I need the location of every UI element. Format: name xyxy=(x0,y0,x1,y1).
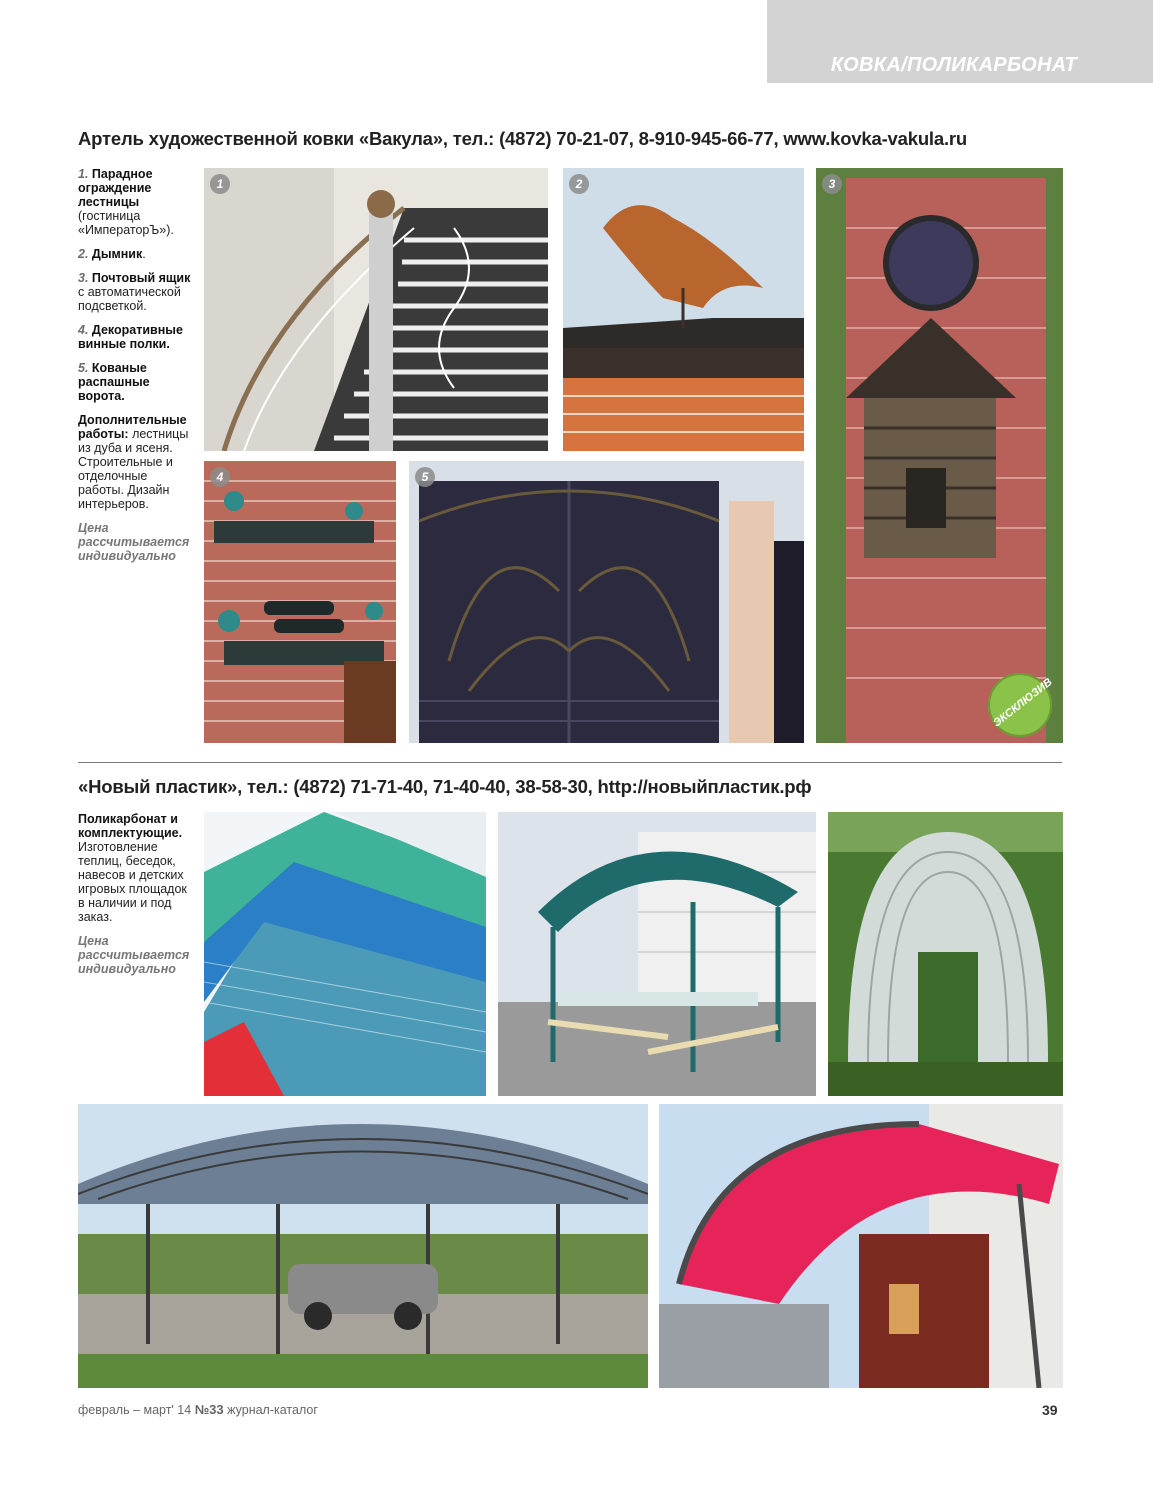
photo-greenhouse xyxy=(828,812,1063,1096)
vakula-item-5: 5. Кованые распашные ворота. xyxy=(78,361,150,403)
issue-date: февраль – март' 14 xyxy=(78,1403,192,1417)
page-number: 39 xyxy=(1042,1402,1058,1418)
exclusive-badge: ЭКСКЛЮЗИВ xyxy=(975,660,1063,743)
photo-chimney-cap xyxy=(563,168,804,451)
photo-number-badge-1: 1 xyxy=(210,174,230,194)
issue-number: №33 xyxy=(194,1402,224,1417)
vakula-heading: Артель художественной ковки «Вакула», тел.: (4872) 70-21-07, 8-910-945-66-77, www.kovka-vakula.ru xyxy=(78,128,967,149)
vakula-item-2: 2. Дымник. xyxy=(78,247,146,261)
photo-mailbox xyxy=(816,168,1063,743)
plastic-description: Поликарбонат и комплектующие. Изготовление теплиц, беседок, навесов и детских игровых площадок в наличии и под заказ. xyxy=(78,812,187,924)
photo-wine-shelves xyxy=(204,461,396,743)
section-title: КОВКА/ПОЛИКАРБОНАТ xyxy=(830,54,1077,76)
photo-gazebo xyxy=(498,812,816,1096)
photo-carport xyxy=(78,1104,648,1388)
vakula-item-4: 4. Декоративные винные полки. xyxy=(78,323,183,351)
plastic-price: Цена рассчитывается индивидуально xyxy=(78,934,190,976)
plastic-sidebar xyxy=(78,812,192,986)
vakula-item-1: 1. Парадное ограждение лестницы (гостиница «ИмператорЪ»). xyxy=(78,167,174,237)
photo-number-badge-5: 5 xyxy=(415,467,435,487)
photo-number-badge-4: 4 xyxy=(210,467,230,487)
vakula-item-3: 3. Почтовый ящик с автоматической подсветкой. xyxy=(78,271,191,313)
photo-staircase-railing xyxy=(204,168,548,451)
section-tab xyxy=(767,0,1153,83)
magazine-type: журнал-каталог xyxy=(227,1403,318,1417)
photo-porch-canopy xyxy=(659,1104,1063,1388)
footer-issue-info xyxy=(78,1402,318,1417)
photo-number-badge-3: 3 xyxy=(822,174,842,194)
photo-polycarbonate-sheets xyxy=(204,812,486,1096)
photo-number-badge-2: 2 xyxy=(569,174,589,194)
plastic-heading: «Новый пластик», тел.: (4872) 71-71-40, 71-40-40, 38-58-30, http://новыйпластик.рф xyxy=(78,776,812,797)
vakula-extra-works: Дополнительные работы: лестницы из дуба и ясеня. Строительные и отделочные работы. Дизайн интерьеров. xyxy=(78,413,189,511)
vakula-price: Цена рассчитывается индивидуально xyxy=(78,521,190,563)
section-divider xyxy=(78,762,1062,763)
photo-forged-gates xyxy=(409,461,804,743)
vakula-sidebar xyxy=(78,167,192,573)
